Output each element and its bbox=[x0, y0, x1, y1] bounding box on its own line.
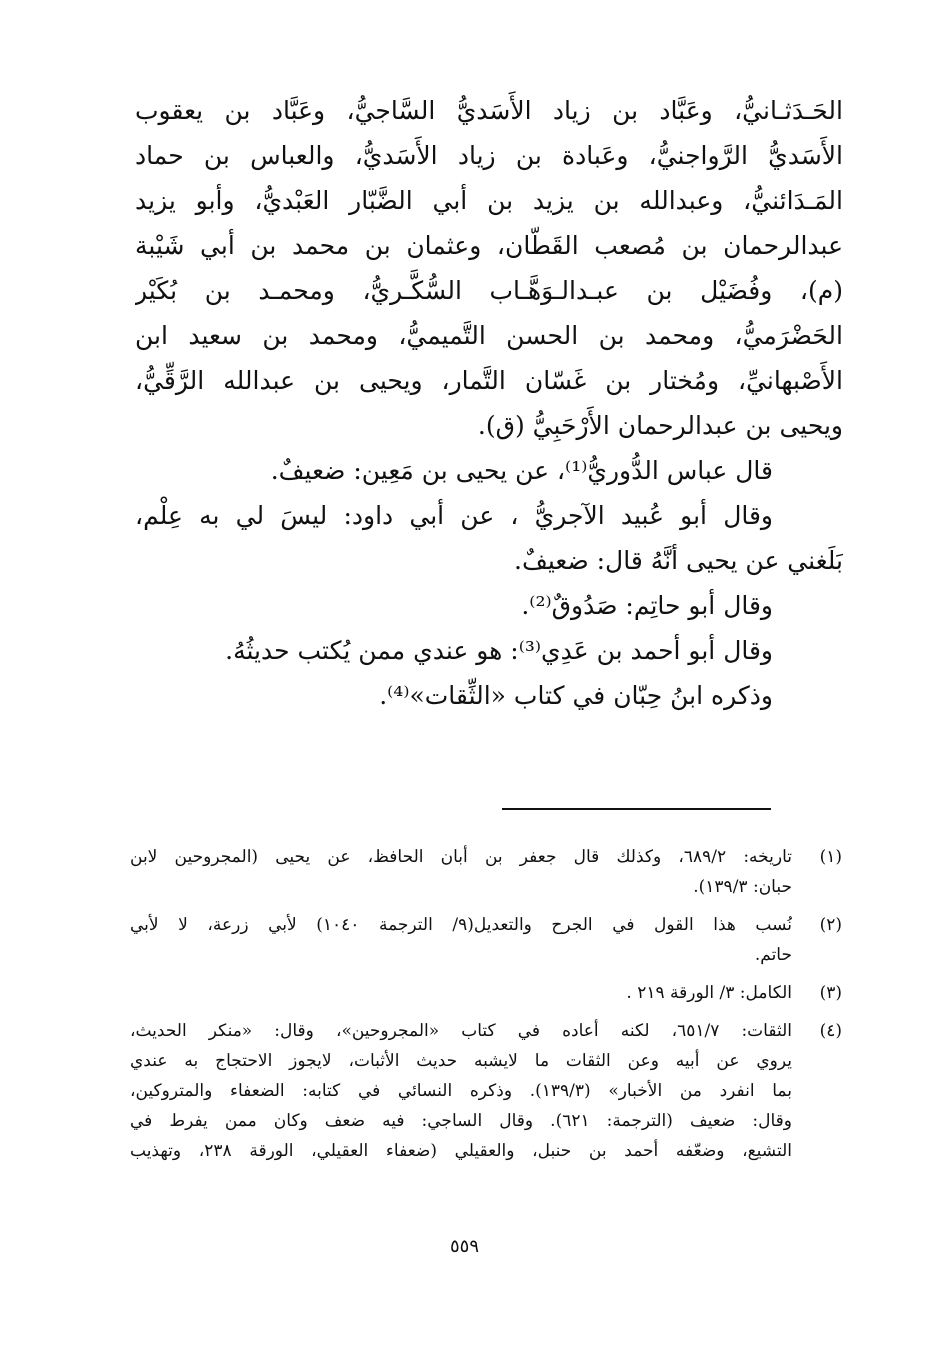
footnote bbox=[130, 842, 842, 902]
main-line: المَـدَائنيُّ، وعبدالله بن يزيد بن أبي الضَّبّار العَبْديُّ، وأبو يزيد bbox=[135, 186, 843, 215]
main-line: الحَـدَثـانيُّ، وعَبَّاد بن زياد الأَسَديُّ السَّاجيُّ، وعَبَّاد بن يعقوب bbox=[135, 96, 843, 125]
main-line: (م)، وفُضَيْل بن عبـدالـوَهَّـاب السُّكَّـريُّ، ومحمـد بن بُكَيْر bbox=[135, 276, 843, 305]
footnote-number: (٣) bbox=[819, 983, 842, 1003]
main-line: عبدالرحمان بن مُصعب القَطّان، وعثمان بن محمد بن أبي شَيْبة bbox=[135, 231, 843, 260]
footnote-body bbox=[130, 978, 792, 1008]
footnote-line: الثقات: ٦٥١/٧، لكنه أعاده في كتاب «المجروحين»، وقال: «منكر الحديث، bbox=[130, 1021, 792, 1041]
main-line: بَلَغني عن يحيى أنَّهُ قال: ضعيفٌ. bbox=[514, 546, 843, 575]
main-line: وقال أبو حاتِم: صَدُوقٌ⁽²⁾. bbox=[521, 591, 773, 620]
footnote-body bbox=[130, 910, 792, 970]
footnote-line: حاتم. bbox=[754, 945, 792, 965]
main-line: الحَضْرَميُّ، ومحمد بن الحسن التَّميميُّ، ومحمد بن سعيد ابن bbox=[135, 321, 843, 350]
footnote-line: وقال: ضعيف (الترجمة: ٦٢١). وقال الساجي: فيه ضعف وكان ممن يفرط في bbox=[130, 1111, 792, 1131]
main-text bbox=[135, 88, 843, 718]
footnote bbox=[130, 910, 842, 970]
footnote bbox=[130, 1016, 842, 1166]
footnote-body bbox=[130, 842, 792, 902]
footnote-number: (٤) bbox=[819, 1021, 842, 1041]
footnote-line: التشيع، وضعّفه أحمد بن حنبل، والعقيلي (ضعفاء العقيلي، الورقة ٢٣٨، وتهذيب bbox=[130, 1141, 792, 1161]
footnote-line: حبان: ١٣٩/٣). bbox=[693, 877, 792, 897]
main-line: الأَسَديُّ الرَّواجنيُّ، وعَبادة بن زياد الأَسَديُّ، والعباس بن حماد bbox=[135, 141, 843, 170]
footnote-body bbox=[130, 1016, 792, 1166]
main-line: وقال أبو عُبيد الآجريُّ ، عن أبي داود: ليسَ لي به عِلْم، bbox=[135, 501, 773, 530]
footnote-line: يروي عن أبيه وعن الثقات ما لايشبه حديث الأثبات، لايجوز الاحتجاج به عندي bbox=[130, 1051, 792, 1071]
main-line: ويحيى بن عبدالرحمان الأَرْحَبِيُّ (ق). bbox=[477, 411, 843, 440]
footnote bbox=[130, 978, 842, 1008]
footnote-line: نُسب هذا القول في الجرح والتعديل(٩/ الترجمة ١٠٤٠) لأبي زرعة، لا لأبي bbox=[130, 915, 792, 935]
main-line: الأَصْبهانيِّ، ومُختار بن غَسّان التَّمار، ويحيى بن عبدالله الرَّقِّيُّ، bbox=[135, 366, 843, 395]
footnote-line: تاريخه: ٦٨٩/٢، وكذلك قال جعفر بن أبان الحافظ، عن يحيى (المجروحين لابن bbox=[130, 847, 792, 867]
main-line: وقال أبو أحمد بن عَدِي⁽³⁾: هو عندي ممن يُكتب حديثُهُ. bbox=[225, 636, 773, 665]
footnote-line: بما انفرد من الأخبار» (١٣٩/٣). وذكره النسائي في كتابه: الضعفاء والمتروكين، bbox=[130, 1081, 792, 1101]
footnote-line: الكامل: ٣/ الورقة ٢١٩ . bbox=[626, 983, 792, 1003]
page-number: ٥٥٩ bbox=[449, 1236, 479, 1257]
main-line: قال عباس الدُّوريُّ⁽¹⁾، عن يحيى بن مَعِين: ضعيفٌ. bbox=[270, 456, 773, 485]
footnote-divider bbox=[502, 808, 771, 810]
main-line: وذكره ابنُ حِبّان في كتاب «الثِّقات»⁽⁴⁾. bbox=[379, 681, 773, 710]
footnote-number: (١) bbox=[819, 847, 842, 867]
footnote-number: (٢) bbox=[819, 915, 842, 935]
footnotes bbox=[130, 842, 842, 1174]
